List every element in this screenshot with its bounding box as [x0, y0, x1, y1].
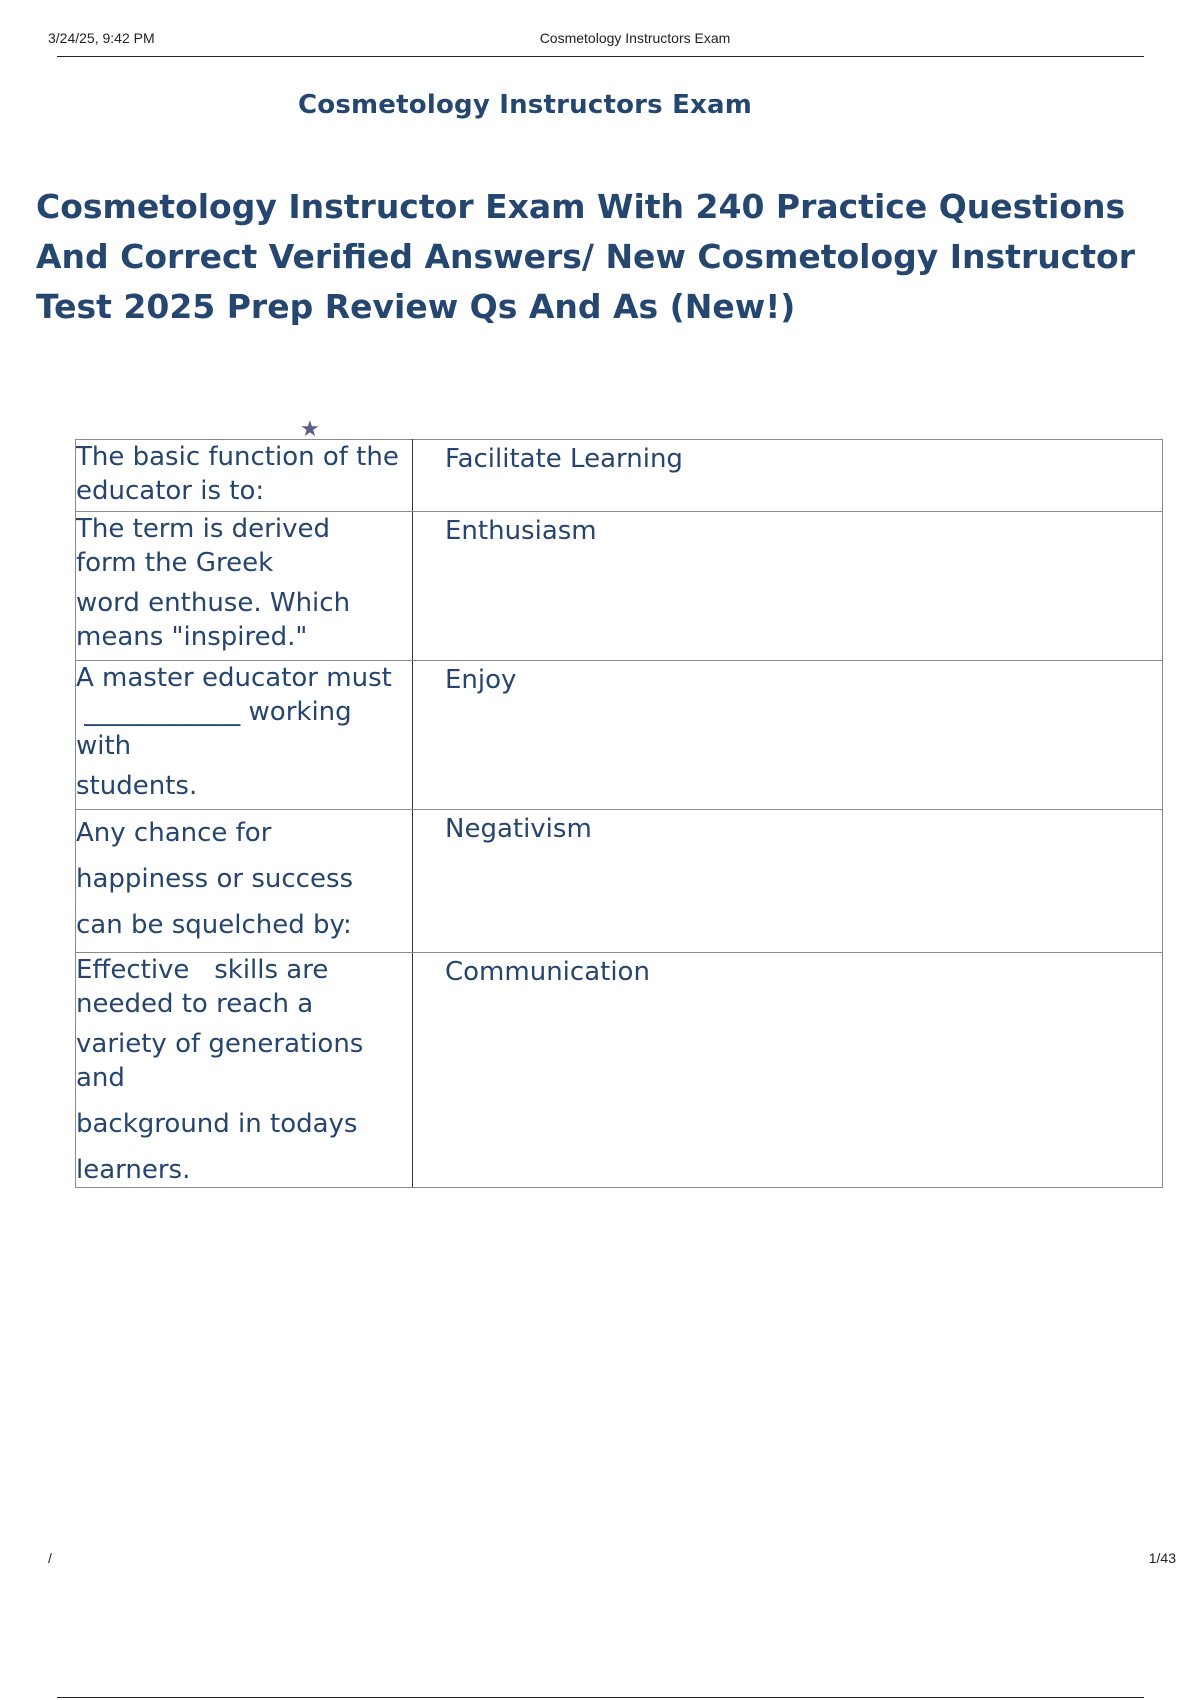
print-header	[0, 30, 1200, 56]
footer-slash: /	[48, 1550, 52, 1566]
question-cell	[76, 440, 413, 512]
answer-cell: Enthusiasm	[413, 512, 1163, 661]
table-row	[76, 440, 1163, 512]
question-line: ____________ working	[76, 697, 352, 727]
table-row	[76, 953, 1163, 1188]
print-datetime: 3/24/25, 9:42 PM	[48, 30, 155, 46]
question-line: students.	[76, 771, 198, 801]
page-number: 1/43	[1148, 1550, 1176, 1566]
question-cell	[76, 953, 413, 1188]
star-icon: ★	[300, 416, 320, 441]
answer-cell: Enjoy	[413, 661, 1163, 810]
question-line: educator is to:	[76, 476, 265, 506]
table-row	[76, 512, 1163, 661]
question-line: The basic function of the	[76, 442, 399, 472]
table-row	[76, 810, 1163, 953]
question-line: A master educator must	[76, 663, 392, 693]
qa-table	[75, 439, 1163, 1188]
answer-cell: Communication	[413, 953, 1163, 1188]
document-title: Cosmetology Instructors Exam	[298, 90, 753, 120]
question-line: Any chance for	[76, 818, 272, 848]
question-line: form the Greek	[76, 548, 274, 578]
answer-cell: Negativism	[413, 810, 1163, 953]
question-line: happiness or success	[76, 864, 354, 894]
question-line: needed to reach a	[76, 989, 314, 1019]
bottom-rule	[57, 1697, 1144, 1698]
answer-cell: Facilitate Learning	[413, 440, 1163, 512]
question-cell	[76, 661, 413, 810]
top-rule	[57, 56, 1144, 57]
question-line: word enthuse. Which	[76, 588, 351, 618]
question-line: means "inspired."	[76, 622, 308, 652]
question-cell	[76, 810, 413, 953]
question-line: variety of generations and	[76, 1029, 364, 1093]
question-line: The term is derived	[76, 514, 330, 544]
table-row	[76, 661, 1163, 810]
question-line: background in todays	[76, 1109, 358, 1139]
question-line: with	[76, 731, 132, 761]
question-line: can be squelched by:	[76, 910, 352, 940]
question-line: learners.	[76, 1155, 191, 1185]
question-cell	[76, 512, 413, 661]
headline: Cosmetology Instructor Exam With 240 Practice Questions And Correct Verified Answers/ New Cosmetology Instructor Test 2025 Prep Review Qs And As (New!)	[36, 187, 1136, 326]
question-line: Effective skills are	[76, 955, 329, 985]
print-title: Cosmetology Instructors Exam	[539, 30, 731, 46]
